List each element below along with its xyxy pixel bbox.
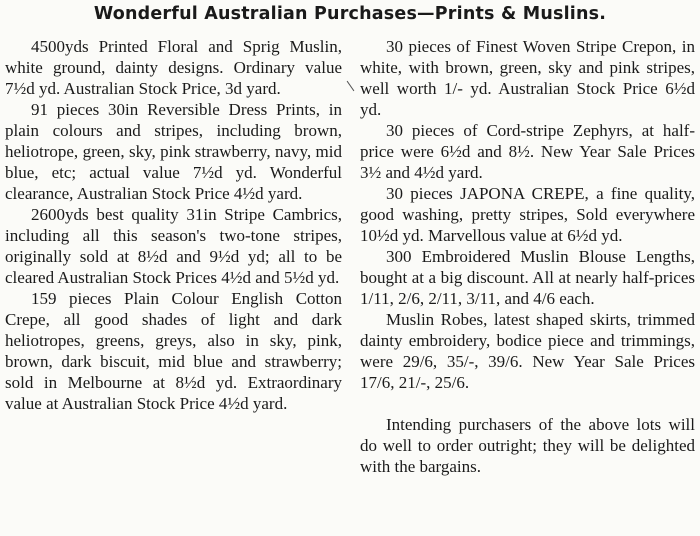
column-divider-mark <box>347 81 355 91</box>
item-muslin-blouse-lengths: 300 Embroidered Muslin Blouse Lengths, bought at a big discount. All at nearly half-prices 1/11, 2/6, 2/11, 3/11, and 4/6 each. <box>360 247 695 308</box>
item-cotton-crepe: 159 pieces Plain Colour English Cotton Crepe, all good shades of light and dark heliotropes, greens, greys, also in sky, pink, brown, dark biscuit, mid blue and strawberry; sold in Melbourne at 8½d yd. Extraordinary value at Australian Stock Price 4½d yard. <box>5 289 342 413</box>
item-muslin-robes: Muslin Robes, latest shaped skirts, trimmed dainty embroidery, bodice piece and trimmings, were 29/6, 35/-, 39/6. New Year Sale Prices 17/6, 21/-, 25/6. <box>360 310 695 392</box>
item-japona-crepe: 30 pieces JAPONA CREPE, a fine quality, good washing, pretty stripes, Sold everywhere 10½d yd. Marvellous value at 6½d yd. <box>360 184 695 245</box>
item-woven-stripe-crepon: 30 pieces of Finest Woven Stripe Crepon, in white, with brown, green, sky and pink stripes, well worth 1/- yd. Australian Stock Price 6½d yd. <box>360 37 695 119</box>
item-cord-stripe-zephyrs: 30 pieces of Cord-stripe Zephyrs, at half-price were 6½d and 8½. New Year Sale Prices 3½ and 4½d yard. <box>360 121 695 182</box>
item-stripe-cambrics: 2600yds best quality 31in Stripe Cambrics, including all this season's two-tone stripes, originally sold at 8½d and 9½d yd; all to be cleared Australian Stock Prices 4½d and 5½d yd. <box>5 205 342 287</box>
closing-note: Intending purchasers of the above lots will do well to order outright; they will be delighted with the bargains. <box>360 415 695 476</box>
item-reversible-prints: 91 pieces 30in Reversible Dress Prints, in plain colours and stripes, including brown, heliotrope, green, sky, pink strawberry, navy, mid blue, etc; actual value 7½d yd. Wonderful clearance, Australian Stock Price 4½d yard. <box>5 100 342 203</box>
right-column <box>360 36 695 477</box>
headline: Wonderful Australian Purchases—Prints & Muslins. <box>93 4 607 24</box>
item-printed-muslin: 4500yds Printed Floral and Sprig Muslin, white ground, dainty designs. Ordinary value 7½d yd. Australian Stock Price, 3d yard. <box>5 37 342 98</box>
left-column <box>5 36 342 414</box>
